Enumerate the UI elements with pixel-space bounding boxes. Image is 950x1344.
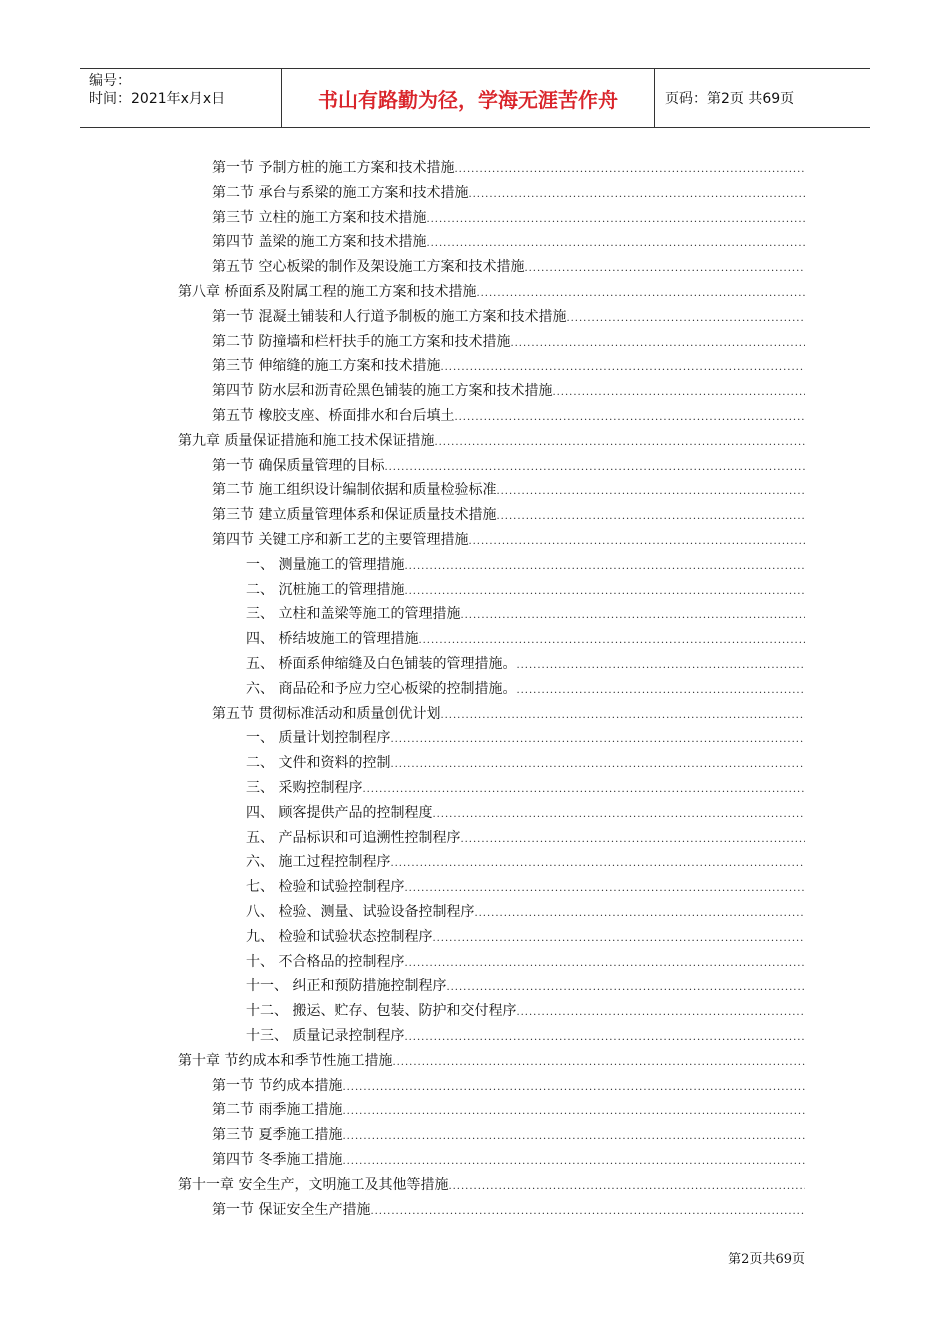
toc-entry[interactable] [246,653,805,675]
toc-entry-title: 第五节 橡胶支座、桥面排水和台后填土 [212,408,455,424]
toc-leader-dots [342,1124,805,1148]
toc-leader-dots [448,1174,805,1198]
toc-entry-title: 六、 施工过程控制程序 [246,854,391,870]
toc-entry[interactable] [212,306,805,328]
toc-entry-title: 七、 检验和试验控制程序 [246,879,405,895]
toc-leader-dots [516,1000,805,1024]
toc-leader-dots [432,926,805,950]
toc-entry[interactable] [212,405,805,427]
toc-entry[interactable] [212,504,805,526]
toc-entry-title: 第八章 桥面系及附属工程的施工方案和技术措施 [178,284,477,300]
toc-entry-title: 二、 文件和资料的控制 [246,755,391,771]
toc-leader-dots [476,281,805,305]
page-footer: 第2页共69页 [728,1252,805,1267]
toc-leader-dots [384,455,805,479]
toc-entry[interactable] [212,455,805,477]
toc-leader-dots [342,1149,805,1173]
toc-entry[interactable] [246,802,805,824]
toc-leader-dots [516,678,805,702]
toc-entry[interactable] [212,256,805,278]
toc-entry-title: 第九章 质量保证措施和施工技术保证措施 [178,433,435,449]
toc-entry[interactable] [246,603,805,625]
toc-entry[interactable] [246,554,805,576]
toc-entry[interactable] [178,1050,805,1072]
toc-leader-dots [468,529,805,553]
document-number-label: 编号： [89,73,131,89]
toc-entry-title: 八、 检验、测量、试验设备控制程序 [246,904,475,920]
toc-entry-title: 一、 质量计划控制程序 [246,730,391,746]
toc-leader-dots [440,355,805,379]
toc-entry-title: 第二节 防撞墙和栏杆扶手的施工方案和技术措施 [212,334,511,350]
toc-leader-dots [404,1025,805,1049]
toc-entry[interactable] [178,1174,805,1196]
toc-entry[interactable] [212,380,805,402]
toc-leader-dots [342,1075,805,1099]
toc-entry[interactable] [212,331,805,353]
toc-entry-title: 第一节 予制方桩的施工方案和技术措施 [212,160,455,176]
header-motto: 书山有路勤为径，学海无涯苦作舟 [282,69,655,127]
toc-entry[interactable] [246,678,805,700]
toc-entry[interactable] [178,430,805,452]
document-date: 时间：2021年x月x日 [89,91,226,107]
toc-leader-dots [510,331,805,355]
toc-entry-title: 十三、 质量记录控制程序 [246,1028,405,1044]
toc-entry[interactable] [212,479,805,501]
toc-leader-dots [516,653,805,677]
toc-leader-dots [418,628,805,652]
toc-entry[interactable] [212,1124,805,1146]
toc-entry[interactable] [212,1149,805,1171]
header-meta [80,69,282,127]
header-page-info: 页码：第2页 共69页 [665,91,795,107]
toc-entry-title: 第三节 建立质量管理体系和保证质量技术措施 [212,507,497,523]
toc-entry[interactable] [212,529,805,551]
toc-entry-title: 第五节 贯彻标准活动和质量创优计划 [212,706,441,722]
toc-leader-dots [362,777,805,801]
toc-entry-title: 三、 采购控制程序 [246,780,363,796]
toc-leader-dots [496,504,805,528]
toc-entry-title: 第四节 关键工序和新工艺的主要管理措施 [212,532,469,548]
toc-leader-dots [390,752,805,776]
page-header [80,68,870,128]
toc-entry-title: 第一节 保证安全生产措施 [212,1202,371,1218]
toc-entry[interactable] [178,281,805,303]
toc-entry[interactable] [246,851,805,873]
toc-leader-dots [404,554,805,578]
toc-entry-title: 十、 不合格品的控制程序 [246,954,405,970]
toc-entry[interactable] [246,876,805,898]
toc-leader-dots [446,975,805,999]
toc-entry-title: 第二节 承台与系梁的施工方案和技术措施 [212,185,469,201]
toc-leader-dots [426,207,805,231]
toc-leader-dots [404,579,805,603]
toc-leader-dots [390,727,805,751]
toc-leader-dots [454,157,805,181]
toc-entry[interactable] [246,628,805,650]
toc-entry-title: 第五节 空心板梁的制作及架设施工方案和技术措施 [212,259,525,275]
toc-entry-title: 第一节 节约成本措施 [212,1078,343,1094]
toc-entry-title: 第一节 确保质量管理的目标 [212,458,385,474]
toc-entry-title: 六、 商品砼和予应力空心板梁的控制措施。 [246,681,517,697]
toc-entry[interactable] [212,231,805,253]
toc-entry[interactable] [246,777,805,799]
toc-entry[interactable] [212,182,805,204]
toc-leader-dots [460,827,805,851]
toc-entry-title: 四、 顾客提供产品的控制程度 [246,805,433,821]
toc-leader-dots [434,430,805,454]
toc-leader-dots [432,802,805,826]
toc-entry[interactable] [246,752,805,774]
toc-entry-title: 十二、 搬运、贮存、包装、防护和交付程序 [246,1003,517,1019]
toc-entry[interactable] [212,157,805,179]
toc-entry-title: 第十章 节约成本和季节性施工措施 [178,1053,393,1069]
toc-entry-title: 九、 检验和试验状态控制程序 [246,929,433,945]
toc-leader-dots [342,1099,805,1123]
toc-entry[interactable] [212,703,805,725]
toc-leader-dots [474,901,805,925]
toc-entry[interactable] [246,579,805,601]
toc-entry[interactable] [212,355,805,377]
toc-entry-title: 五、 桥面系伸缩缝及白色铺装的管理措施。 [246,656,517,672]
toc-entry[interactable] [212,1099,805,1121]
toc-entry-title: 第四节 盖梁的施工方案和技术措施 [212,234,427,250]
toc-entry[interactable] [246,951,805,973]
toc-entry-title: 一、 测量施工的管理措施 [246,557,405,573]
toc-entry-title: 第三节 立柱的施工方案和技术措施 [212,210,427,226]
toc-entry-title: 第二节 施工组织设计编制依据和质量检验标准 [212,482,497,498]
toc-leader-dots [468,182,805,206]
toc-leader-dots [404,951,805,975]
toc-entry[interactable] [246,1000,805,1022]
toc-entry[interactable] [212,207,805,229]
toc-entry-title: 第三节 伸缩缝的施工方案和技术措施 [212,358,441,374]
toc-entry-title: 四、 桥结坡施工的管理措施 [246,631,419,647]
toc-entry-title: 第二节 雨季施工措施 [212,1102,343,1118]
toc-leader-dots [552,380,805,404]
toc-leader-dots [566,306,805,330]
toc-entry-title: 五、 产品标识和可追溯性控制程序 [246,830,461,846]
toc-entry-title: 十一、 纠正和预防措施控制程序 [246,978,447,994]
toc-leader-dots [392,1050,805,1074]
toc-leader-dots [426,231,805,255]
toc-leader-dots [440,703,805,727]
toc-entry-title: 第十一章 安全生产，文明施工及其他等措施 [178,1177,449,1193]
toc-leader-dots [454,405,805,429]
toc-entry-title: 第四节 冬季施工措施 [212,1152,343,1168]
toc-entry[interactable] [246,975,805,997]
toc-entry[interactable] [246,1025,805,1047]
toc-leader-dots [460,603,805,627]
toc-entry-title: 三、 立柱和盖梁等施工的管理措施 [246,606,461,622]
toc-entry-title: 第一节 混凝土铺装和人行道予制板的施工方案和技术措施 [212,309,567,325]
toc-entry-title: 第四节 防水层和沥青砼黑色铺装的施工方案和技术措施 [212,383,553,399]
toc-entry-title: 第三节 夏季施工措施 [212,1127,343,1143]
toc-entry[interactable] [246,926,805,948]
toc-entry[interactable] [246,827,805,849]
toc-leader-dots [404,876,805,900]
toc-entry[interactable] [212,1075,805,1097]
toc-entry[interactable] [246,901,805,923]
toc-leader-dots [370,1199,805,1223]
toc-leader-dots [390,851,805,875]
toc-leader-dots [496,479,805,503]
toc-entry[interactable] [246,727,805,749]
toc-leader-dots [524,256,805,280]
toc-entry-title: 二、 沉桩施工的管理措施 [246,582,405,598]
toc-entry[interactable] [212,1199,805,1221]
